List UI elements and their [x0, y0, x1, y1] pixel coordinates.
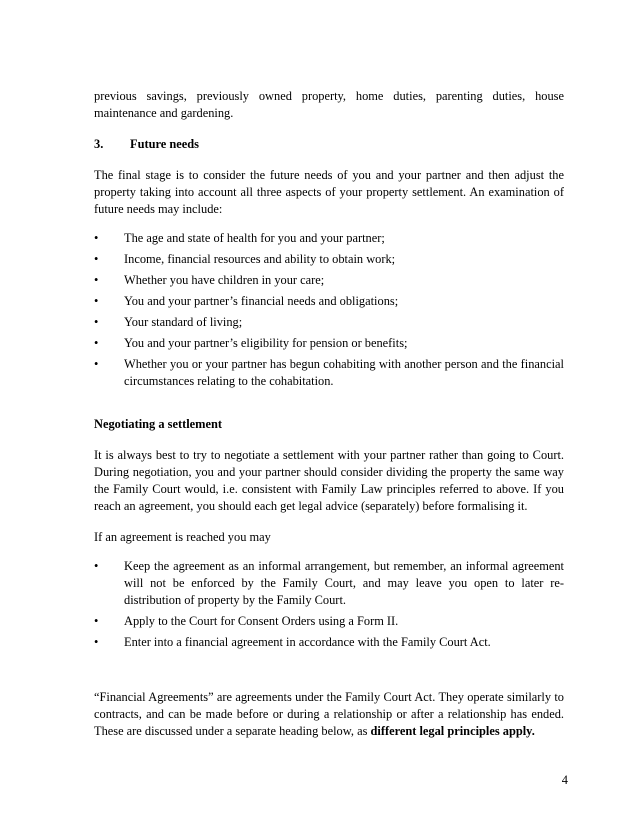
bullet-icon: • [94, 252, 99, 266]
bullet-icon: • [94, 315, 99, 329]
list-item [94, 272, 564, 289]
list-item-text: You and your partner’s eligibility for pension or benefits; [124, 336, 408, 350]
bullet-icon: • [94, 294, 99, 308]
section-3-heading [94, 136, 564, 153]
list-item-text: Enter into a financial agreement in accordance with the Family Court Act. [124, 635, 491, 649]
bullet-icon: • [94, 559, 99, 573]
future-needs-list [94, 230, 564, 390]
list-item-text: Apply to the Court for Consent Orders using a Form II. [124, 614, 399, 628]
list-item [94, 314, 564, 331]
financial-agreements-paragraph [94, 689, 564, 740]
negotiating-heading: Negotiating a settlement [94, 417, 223, 431]
bullet-icon: • [94, 336, 99, 350]
list-item-text: Income, financial resources and ability to obtain work; [124, 252, 396, 266]
future-needs-paragraph: The final stage is to consider the future needs of you and your partner and then adjust the property taking into account all three aspects of your property settlement. An examination of future needs may include: [94, 168, 564, 216]
page-content [94, 88, 564, 740]
list-item [94, 293, 564, 310]
page-number: 4 [561, 773, 568, 787]
list-item [94, 613, 564, 630]
agreement-intro: If an agreement is reached you may [94, 530, 271, 544]
list-item-text: Your standard of living; [124, 315, 243, 329]
list-item-text: Whether you or your partner has begun cohabiting with another person and the financial circumstances relating to the cohabitation. [124, 357, 564, 388]
list-item [94, 558, 564, 609]
section-3-title: Future needs [130, 137, 199, 151]
bullet-icon: • [94, 273, 99, 287]
list-item [94, 230, 564, 247]
list-item-text: The age and state of health for you and your partner; [124, 231, 385, 245]
section-3-number: 3. [94, 137, 104, 151]
list-item-text: Keep the agreement as an informal arrangement, but remember, an informal agreement will not be enforced by the Family Court, and may leave you open to later re-distribution of property by the Family Court. [124, 559, 564, 607]
list-item [94, 335, 564, 352]
list-item [94, 356, 564, 390]
financial-agreements-text: “Financial Agreements” are agreements under the Family Court Act. They operate similarly to contracts, and can be made before or during a relationship or after a relationship has ended. These are discussed under a separate heading below, as [94, 690, 564, 738]
list-item [94, 634, 564, 651]
list-item [94, 251, 564, 268]
negotiating-paragraph: It is always best to try to negotiate a settlement with your partner rather than going to Court. During negotiation, you and your partner should consider dividing the property the same way the Family Court would, i.e. consistent with Family Law principles referred to above. If you reach an agreement, you should each get legal advice (separately) before formalising it. [94, 448, 564, 513]
intro-line-1: previous savings, previously owned property, home duties, parenting duties, house [94, 89, 564, 103]
list-item-text: You and your partner’s financial needs and obligations; [124, 294, 399, 308]
intro-line-2: maintenance and gardening. [94, 106, 234, 120]
list-item-text: Whether you have children in your care; [124, 273, 325, 287]
bullet-icon: • [94, 231, 99, 245]
agreement-options-list [94, 558, 564, 651]
bullet-icon: • [94, 614, 99, 628]
legal-principles-emphasis: different legal principles apply. [370, 724, 535, 738]
bullet-icon: • [94, 635, 99, 649]
bullet-icon: • [94, 357, 99, 371]
